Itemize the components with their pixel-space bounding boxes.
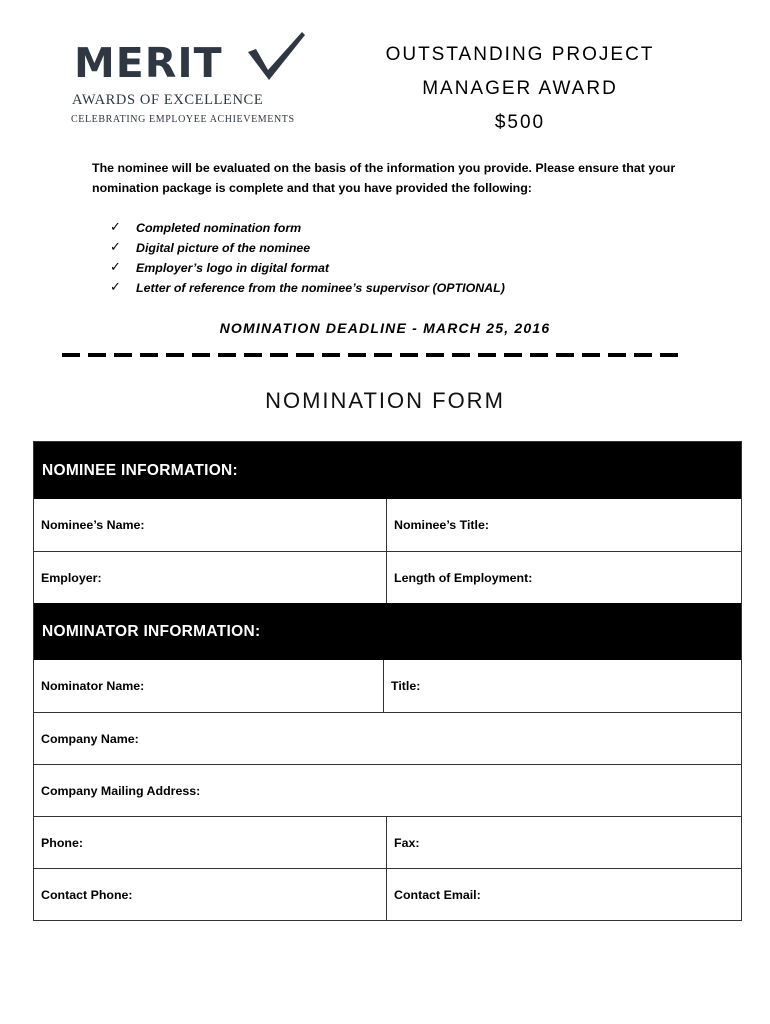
checklist-item <box>110 278 505 298</box>
contact-email-field[interactable] <box>387 869 741 920</box>
checklist-item <box>110 238 505 258</box>
award-amount: $500 <box>494 112 546 133</box>
logo-wordmark: MERIT <box>74 39 223 87</box>
nomination-form <box>33 441 742 921</box>
company-name-field[interactable] <box>34 713 741 764</box>
award-title-line1: OUTSTANDING PROJECT <box>385 44 655 65</box>
checklist-item <box>110 258 505 278</box>
form-row <box>34 712 741 764</box>
form-row <box>34 499 741 551</box>
company-mailing-address-label: Company Mailing Address: <box>41 783 201 798</box>
requirements-checklist <box>110 218 505 298</box>
nominee-section-header: NOMINEE INFORMATION: <box>34 442 741 499</box>
company-mailing-address-field[interactable] <box>34 765 741 816</box>
form-row <box>34 816 741 868</box>
logo-tagline: AWARDS OF EXCELLENCE <box>72 92 264 108</box>
employer-label: Employer: <box>41 570 102 585</box>
nominee-title-field[interactable] <box>387 499 741 551</box>
intro-paragraph: The nominee will be evaluated on the basis of the information you provide. Please ensure that your nomination package is complete and that you have provided the following: <box>92 161 676 195</box>
check-icon: ✓ <box>110 260 121 275</box>
merit-logo <box>70 30 310 130</box>
form-row <box>34 764 741 816</box>
checklist-item <box>110 218 505 238</box>
form-title: NOMINATION FORM <box>265 388 505 413</box>
employer-field[interactable] <box>34 552 387 603</box>
nominator-section-header: NOMINATOR INFORMATION: <box>34 603 741 660</box>
form-row <box>34 868 741 920</box>
checklist-item-label: Completed nomination form <box>136 221 302 235</box>
nominator-title-field[interactable] <box>384 660 741 712</box>
nominator-title-label: Title: <box>391 679 421 693</box>
fax-field[interactable] <box>387 817 741 868</box>
contact-phone-label: Contact Phone: <box>41 887 133 902</box>
contact-email-label: Contact Email: <box>394 887 481 902</box>
nominator-name-field[interactable] <box>34 660 384 712</box>
checklist-item-label: Employer’s logo in digital format <box>136 261 329 275</box>
phone-field[interactable] <box>34 817 387 868</box>
nominator-name-label: Nominator Name: <box>41 679 145 693</box>
checklist-item-label: Digital picture of the nominee <box>136 241 311 255</box>
form-row <box>34 660 741 712</box>
check-icon: ✓ <box>110 280 121 295</box>
award-title-line2: MANAGER AWARD <box>422 78 618 99</box>
nominee-name-label: Nominee’s Name: <box>41 518 145 532</box>
logo-subtagline: CELEBRATING EMPLOYEE ACHIEVEMENTS <box>71 114 295 125</box>
award-title <box>370 38 670 140</box>
nominee-title-label: Nominee’s Title: <box>394 518 490 532</box>
check-icon: ✓ <box>110 240 121 255</box>
company-name-label: Company Name: <box>41 731 139 746</box>
fax-label: Fax: <box>394 835 420 850</box>
check-icon: ✓ <box>110 220 121 235</box>
form-row <box>34 551 741 603</box>
checkmark-icon <box>246 30 306 82</box>
nomination-deadline: NOMINATION DEADLINE - MARCH 25, 2016 <box>219 320 551 336</box>
length-of-employment-label: Length of Employment: <box>394 570 533 585</box>
length-of-employment-field[interactable] <box>387 552 741 603</box>
nominee-name-field[interactable] <box>34 499 387 551</box>
phone-label: Phone: <box>41 835 83 850</box>
checklist-item-label: Letter of reference from the nominee’s supervisor (OPTIONAL) <box>136 281 505 295</box>
contact-phone-field[interactable] <box>34 869 387 920</box>
dashed-divider <box>62 352 686 358</box>
